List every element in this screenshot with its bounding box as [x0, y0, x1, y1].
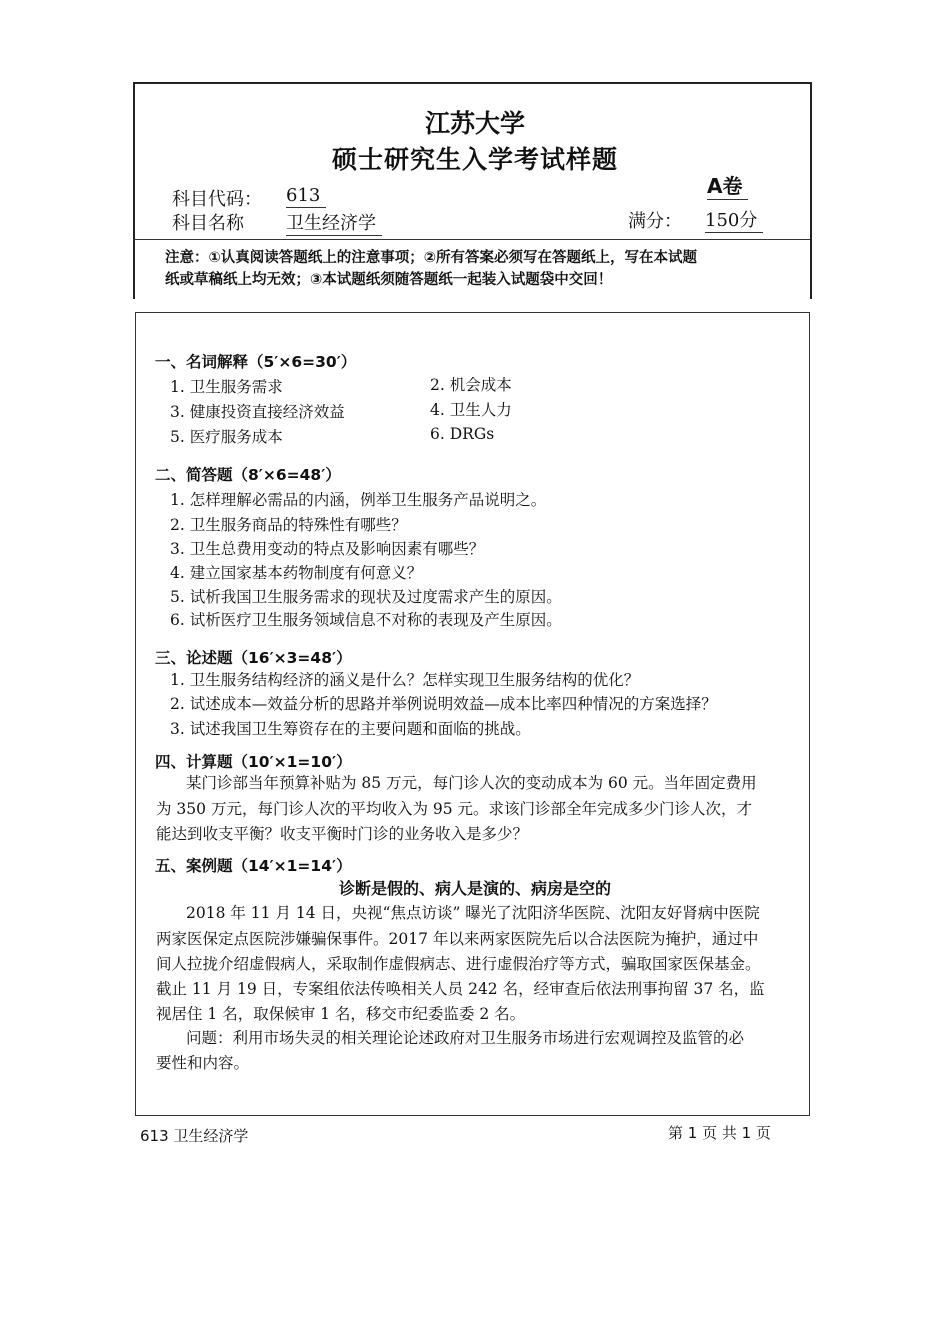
section-3-title: 三、论述题（16′×3=48′） — [155, 649, 352, 667]
s5-line-2: 两家医保定点医院涉嫌骗保事件。2017 年以来两家医院先后以合法医院为掩护，通过中 — [156, 930, 759, 948]
s3-item-2: 2. 试述成本—效益分析的思路并举例说明效益—成本比率四种情况的方案选择？ — [170, 695, 717, 713]
footer-subject: 613 卫生经济学 — [140, 1127, 249, 1145]
s1-item-6: 6. DRGs — [430, 425, 495, 443]
s5-line-4: 截止 11 月 19 日，专案组依法传唤相关人员 242 名，经审查后依法刑事拘留 37 名，监 — [156, 980, 765, 998]
paper-version: A卷 — [707, 174, 748, 200]
section-4-title: 四、计算题（10′×1=10′） — [155, 753, 352, 771]
subject-code-value: 613 — [286, 185, 326, 208]
case-title: 诊断是假的、病人是演的、病房是空的 — [338, 879, 611, 898]
notice-line-2: 纸或草稿纸上均无效；③本试题纸须随答题纸一起装入试题袋中交回！ — [165, 272, 613, 288]
s3-item-3: 3. 试述我国卫生筹资存在的主要问题和面临的挑战。 — [170, 720, 531, 738]
s5-line-7: 要性和内容。 — [156, 1054, 250, 1072]
s4-line-2: 为 350 万元，每门诊人次的平均收入为 95 元。求该门诊部全年完成多少门诊人次，才 — [156, 800, 753, 818]
exam-title: 硕士研究生入学考试样题 — [331, 145, 618, 174]
s5-line-3: 间人拉拢介绍虚假病人，采取制作虚假病志、进行虚假治疗等方式，骗取国家医保基金。 — [156, 955, 761, 973]
notice-line-1: 注意：①认真阅读答题纸上的注意事项；②所有答案必须写在答题纸上，写在本试题 — [165, 250, 698, 266]
s1-item-5: 5. 医疗服务成本 — [170, 428, 283, 446]
s3-item-1: 1. 卫生服务结构经济的涵义是什么？怎样实现卫生服务结构的优化？ — [170, 671, 640, 689]
header-divider — [133, 239, 810, 240]
full-score-label: 满分： — [628, 211, 682, 232]
university-title: 江苏大学 — [424, 109, 525, 138]
s1-item-1: 1. 卫生服务需求 — [170, 378, 283, 396]
s1-item-2: 2. 机会成本 — [430, 376, 512, 394]
s1-item-4: 4. 卫生人力 — [430, 401, 512, 419]
s5-line-1: 2018 年 11 月 14 日，央视“焦点访谈” 曝光了沈阳济华医院、沈阳友好肾病中医院 — [186, 904, 760, 922]
footer-page-number: 第 1 页 共 1 页 — [668, 1124, 771, 1142]
s4-line-3: 能达到收支平衡？收支平衡时门诊的业务收入是多少？ — [156, 825, 529, 843]
subject-name-label: 科目名称 — [172, 213, 244, 234]
s2-item-3: 3. 卫生总费用变动的特点及影响因素有哪些？ — [170, 540, 485, 558]
s4-line-1: 某门诊部当年预算补贴为 85 万元，每门诊人次的变动成本为 60 元。当年固定费用 — [186, 774, 757, 792]
full-score-value: 150分 — [705, 210, 763, 233]
section-5-title: 五、案例题（14′×1=14′） — [155, 857, 352, 875]
s2-item-2: 2. 卫生服务商品的特殊性有哪些？ — [170, 516, 407, 534]
s5-line-5: 视居住 1 名，取保候审 1 名，移交市纪委监委 2 名。 — [156, 1005, 526, 1023]
subject-code-label: 科目代码： — [172, 189, 262, 210]
section-1-title: 一、名词解释（5′×6=30′） — [155, 353, 357, 371]
s2-item-5: 5. 试析我国卫生服务需求的现状及过度需求产生的原因。 — [170, 588, 562, 606]
s1-item-3: 3. 健康投资直接经济效益 — [170, 403, 345, 421]
s2-item-1: 1. 怎样理解必需品的内涵，例举卫生服务产品说明之。 — [170, 491, 547, 509]
s2-item-4: 4. 建立国家基本药物制度有何意义？ — [170, 564, 423, 582]
s5-line-6: 问题：利用市场失灵的相关理论论述政府对卫生服务市场进行宏观调控及监管的必 — [186, 1029, 745, 1047]
s2-item-6: 6. 试析医疗卫生服务领域信息不对称的表现及产生原因。 — [170, 611, 562, 629]
section-2-title: 二、简答题（8′×6=48′） — [155, 466, 341, 484]
subject-name-value: 卫生经济学 — [286, 213, 382, 236]
